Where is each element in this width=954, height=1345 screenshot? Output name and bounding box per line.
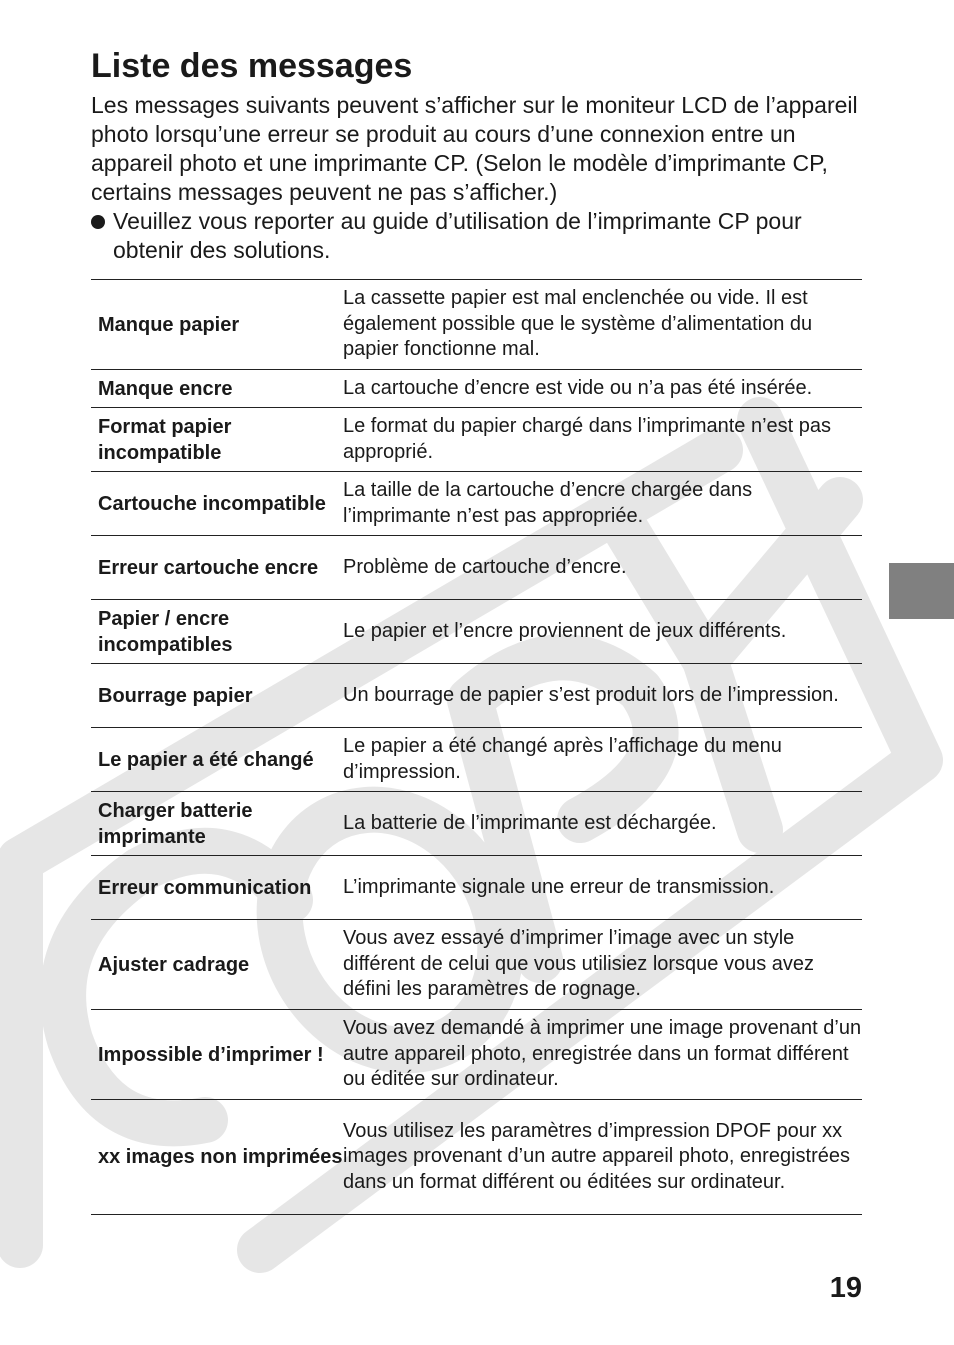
bullet-text: Veuillez vous reporter au guide d’utilisation de l’imprimante CP pour obtenir des solutions. [113,208,802,263]
page-title: Liste des messages [91,47,413,85]
message-description: Vous utilisez les paramètres d’impression DPOF pour xx images provenant d’un autre appareil photo, enregistrées dans un format différent ou éditées sur ordinateur. [343,1100,862,1215]
table-row [91,408,862,472]
table-row [91,920,862,1010]
message-description: La cartouche d’encre est vide ou n’a pas été insérée. [343,370,862,408]
message-description: La cassette papier est mal enclenchée ou vide. Il est également possible que le système d’alimentation du papier fonctionne mal. [343,280,862,370]
message-description: Le format du papier chargé dans l’imprimante n’est pas approprié. [343,408,862,472]
page-content [91,44,862,265]
message-name: Manque encre [91,370,343,408]
message-name: Cartouche incompatible [91,472,343,536]
message-name: Format papier incompatible [91,408,343,472]
message-description: Le papier et l’encre proviennent de jeux différents. [343,600,862,664]
message-description: La taille de la cartouche d’encre chargée dans l’imprimante n’est pas appropriée. [343,472,862,536]
message-name: Ajuster cadrage [91,920,343,1010]
message-description: Le papier a été changé après l’affichage du menu d’impression. [343,728,862,792]
intro-paragraph: Les messages suivants peuvent s’afficher sur le moniteur LCD de l’appareil photo lorsqu’une erreur se produit au cours d’une connexion entre un appareil photo et une imprimante CP. (Selon le modèle d’imprimante CP, certains messages peuvent ne pas s’afficher.) [91,92,858,205]
table-row [91,536,862,600]
message-description: L’imprimante signale une erreur de transmission. [343,856,862,920]
message-description: Vous avez demandé à imprimer une image provenant d’un autre appareil photo, enregistrée dans un format différent ou éditée sur ordinateur. [343,1010,862,1100]
table-row [91,792,862,856]
table-row [91,280,862,370]
table-row [91,728,862,792]
table-row [91,600,862,664]
message-name: Erreur communication [91,856,343,920]
table-row [91,472,862,536]
chapter-tab [889,563,954,619]
table-row [91,1100,862,1215]
table-row [91,664,862,728]
table-row [91,370,862,408]
message-description: Problème de cartouche d’encre. [343,536,862,600]
message-name: Le papier a été changé [91,728,343,792]
table-row [91,1010,862,1100]
message-name: Manque papier [91,280,343,370]
message-description: La batterie de l’imprimante est déchargée. [343,792,862,856]
message-name: Bourrage papier [91,664,343,728]
message-name: Charger batterie imprimante [91,792,343,856]
message-description: Un bourrage de papier s’est produit lors de l’impression. [343,664,862,728]
page-number: 19 [829,1272,862,1304]
message-name: Impossible d’imprimer ! [91,1010,343,1100]
bullet-icon [91,215,105,229]
instruction-bullet [91,207,862,265]
message-name: Papier / encre incompatibles [91,600,343,664]
table-row [91,856,862,920]
message-name: Erreur cartouche encre [91,536,343,600]
message-name: xx images non imprimées [91,1100,343,1215]
message-description: Vous avez essayé d’imprimer l’image avec un style différent de celui que vous utilisiez lorsque vous avez défini les paramètres de rognage. [343,920,862,1010]
messages-table [91,279,862,1215]
